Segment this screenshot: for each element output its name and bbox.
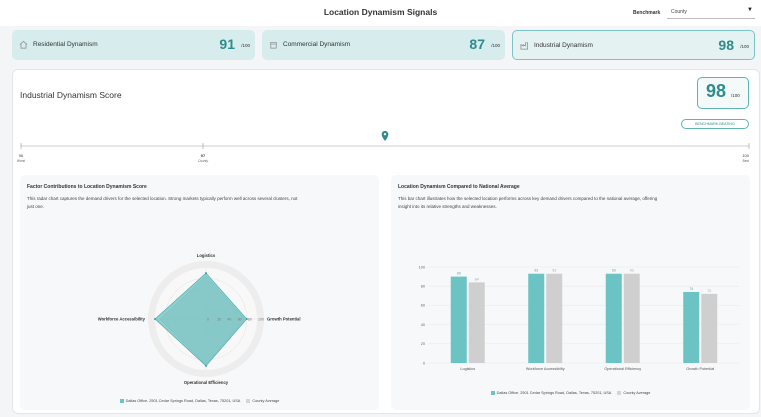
bar-data-label: 93: [534, 268, 539, 273]
bar-ytick-label: 60: [420, 303, 425, 308]
scale-mid-value: 97: [200, 153, 206, 158]
bar-ytick-label: 100: [418, 265, 425, 270]
bar-legend: [391, 391, 750, 395]
bar-ytick-label: 0: [422, 361, 425, 366]
bar-title: Location Dynamism Compared to National Average: [398, 184, 520, 190]
radar-desc-line2: just one.: [27, 204, 45, 209]
benchmark-value: County: [671, 9, 687, 15]
bar-category-label: Logistics: [460, 367, 476, 371]
factory-icon: [520, 41, 529, 50]
bar-category-label: Workforce Accessibility: [525, 367, 565, 371]
radar-legend: [20, 399, 379, 403]
radar-point-0: [205, 272, 207, 274]
bar-data-label: 90: [456, 271, 461, 276]
bar-ytick-label: 40: [420, 322, 425, 327]
detail-score-box: [697, 77, 749, 109]
card-commercial[interactable]: [262, 30, 505, 60]
bar-county-1: [546, 274, 562, 363]
card-score: 91: [219, 36, 235, 52]
bar-data-label: 93: [629, 268, 634, 273]
bar-data-label: 84: [474, 277, 479, 282]
bar-ytick-label: 20: [420, 342, 425, 347]
legend-swatch-secondary: [617, 391, 621, 395]
card-max: /100: [491, 43, 500, 48]
bar-data-label: 93: [611, 268, 616, 273]
house-icon: [19, 40, 28, 49]
top-header: [0, 0, 761, 26]
chevron-down-icon: ▼: [747, 7, 753, 13]
scale-right-label: Best: [742, 159, 749, 163]
radar-desc-line1: This radar chart captures the demand drivers for the selected location. Strong markets typically perform well across several clusters, not: [27, 196, 298, 201]
radar-point-3: [154, 318, 156, 320]
scale-right-value: 100: [742, 153, 749, 158]
radar-tick-label: 0: [207, 317, 209, 322]
benchmark-select[interactable]: [667, 6, 755, 19]
radar-tick-label: 40: [227, 317, 232, 322]
bar-ytick-label: 80: [420, 284, 425, 289]
bar-chart: [391, 255, 750, 395]
bar-county-3: [701, 294, 717, 363]
radar-axis-label: Growth Potential: [267, 316, 301, 322]
legend-swatch-secondary: [246, 399, 250, 403]
legend-primary: Dallas Office, 2501 Cedar Springs Road, Dallas, Texas, 75201, USA: [496, 391, 612, 395]
radar-tick-label: 100: [258, 317, 264, 322]
bar-data-label: 74: [689, 286, 694, 291]
bar-location-2: [606, 274, 622, 363]
radar-tick-label: 20: [217, 317, 222, 322]
card-score: 87: [469, 36, 485, 52]
detail-score-max: /100: [731, 93, 740, 98]
card-max: /100: [241, 43, 250, 48]
benchmark-badge: BENCHMARK-BEATING: [681, 119, 749, 129]
scale-left-label: Worst: [16, 159, 26, 163]
scale-left-value: 96: [18, 153, 24, 158]
radar-axis-label: Logistics: [196, 253, 216, 258]
card-industrial[interactable]: [512, 30, 755, 60]
bar-description: [398, 195, 657, 211]
card-label: Industrial Dynamism: [534, 42, 593, 49]
card-label: Commercial Dynamism: [283, 41, 351, 48]
detail-score: 98: [706, 81, 727, 101]
page-title: Location Dynamism Signals: [323, 7, 438, 17]
detail-title: Industrial Dynamism Score: [20, 90, 122, 100]
bar-location-0: [451, 277, 467, 363]
legend-swatch-primary: [491, 391, 495, 395]
bar-county-0: [469, 282, 485, 363]
bar-location-3: [683, 292, 699, 363]
radar-axis-label: Workforce Accessibility: [97, 316, 145, 322]
bar-category-label: Operational Efficiency: [604, 367, 642, 371]
bar-category-label: Growth Potential: [686, 367, 715, 371]
bar-county-2: [624, 274, 640, 363]
bar-card: [391, 175, 750, 410]
legend-secondary: County Average: [252, 399, 280, 403]
bar-desc-line2: insight into its relative strengths and weaknesses.: [398, 204, 497, 209]
radar-tick-label: 80: [247, 317, 252, 322]
legend-primary: Dallas Office, 2501 Cedar Springs Road, Dallas, Texas, 75201, USA: [125, 399, 241, 403]
radar-axis-label: Operational Efficiency: [183, 380, 229, 385]
scale-mid-label: County: [197, 159, 209, 163]
shop-icon: [269, 40, 278, 49]
radar-point-2: [205, 365, 207, 367]
card-residential[interactable]: [12, 30, 255, 60]
radar-title: Factor Contributions to Location Dynamism Score: [27, 184, 147, 190]
card-max: /100: [740, 44, 749, 49]
legend-secondary: County Average: [623, 391, 651, 395]
radar-description: [27, 195, 297, 211]
detail-panel: [12, 69, 760, 414]
radar-card: [20, 175, 379, 410]
benchmark-label: Benchmark: [633, 10, 661, 16]
bar-location-1: [528, 274, 544, 363]
radar-chart: [20, 245, 379, 395]
bar-desc-line1: This bar chart illustrates how the selected location performs across key demand drivers compared to the national average, offering: [398, 196, 658, 201]
card-score: 98: [718, 37, 734, 53]
location-marker-icon: [382, 131, 389, 141]
radar-tick-label: 60: [237, 317, 242, 322]
score-scale: [13, 128, 759, 170]
card-label: Residential Dynamism: [33, 41, 98, 48]
legend-swatch-primary: [120, 399, 124, 403]
bar-data-label: 93: [552, 268, 557, 273]
bar-data-label: 72: [707, 288, 712, 293]
